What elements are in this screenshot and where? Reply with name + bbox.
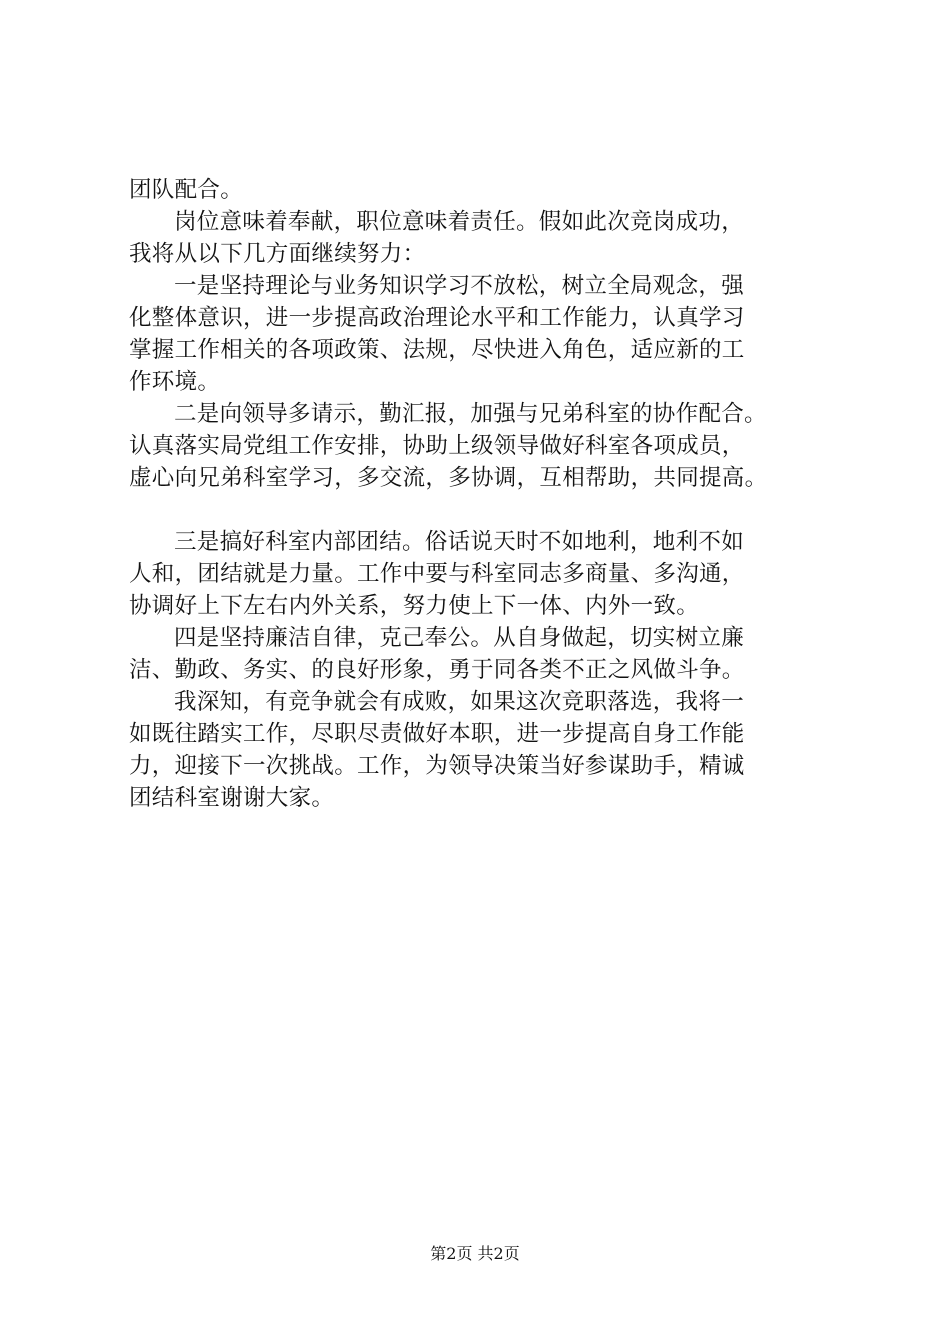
text-line: 我将从以下几方面继续努力： [129, 241, 426, 267]
text-line: 作环境。 [129, 369, 221, 395]
text-line: 二是向领导多请示，勤汇报，加强与兄弟科室的协作配合。 [174, 401, 767, 427]
text-line: 三是搞好科室内部团结。俗话说天时不如地利，地利不如 [174, 529, 745, 555]
text-line: 虚心向兄弟科室学习，多交流，多协调，互相帮助，共同提高。 [129, 465, 768, 491]
text-line: 洁、勤政、务实、的良好形象，勇于同各类不正之风做斗争。 [129, 657, 745, 683]
text-line: 团队配合。 [129, 177, 244, 203]
text-line: 四是坚持廉洁自律，克己奉公。从自身做起，切实树立廉 [174, 625, 745, 651]
text-line: 一是坚持理论与业务知识学习不放松，树立全局观念，强 [174, 273, 745, 299]
text-line: 力，迎接下一次挑战。工作，为领导决策当好参谋助手，精诚 [129, 753, 745, 779]
document-body [129, 174, 849, 814]
text-line: 团结科室谢谢大家。 [129, 785, 335, 811]
text-line: 认真落实局党组工作安排，协助上级领导做好科室各项成员， [129, 433, 745, 459]
text-line: 化整体意识，进一步提高政治理论水平和工作能力，认真学习 [129, 305, 745, 331]
text-line: 如既往踏实工作，尽职尽责做好本职，进一步提高自身工作能 [129, 721, 745, 747]
page-number-footer: 第2页 共2页 [430, 1244, 520, 1263]
text-line: 我深知，有竞争就会有成败，如果这次竞职落选，我将一 [174, 689, 745, 715]
text-line: 掌握工作相关的各项政策、法规，尽快进入角色，适应新的工 [129, 337, 745, 363]
text-line: 人和，团结就是力量。工作中要与科室同志多商量、多沟通， [129, 561, 745, 587]
text-line: 岗位意味着奉献，职位意味着责任。假如此次竞岗成功， [174, 209, 745, 235]
paragraph-gap [129, 494, 849, 526]
text-line: 协调好上下左右内外关系，努力使上下一体、内外一致。 [129, 593, 700, 619]
